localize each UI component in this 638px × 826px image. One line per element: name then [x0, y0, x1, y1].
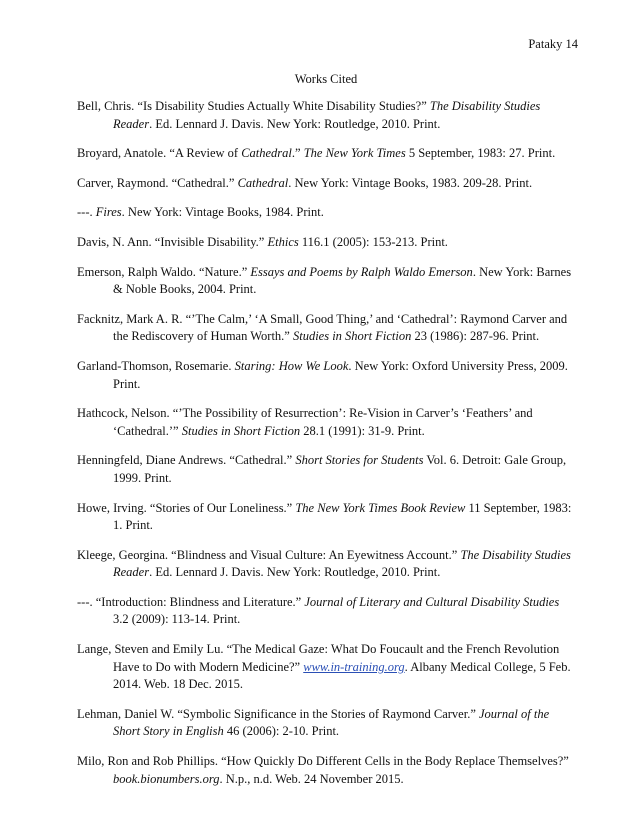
citation-title: Ethics — [267, 234, 299, 249]
citation-text: Facknitz, Mark A. R. “’The Calm,’ ‘A Small, Good Thing,’ and ‘Cathedral’: Raymond Carver and the Rediscovery of Human Worth.” — [77, 311, 568, 344]
citation-title: Short Stories for Students — [295, 453, 424, 468]
citation-entry — [77, 405, 577, 440]
citation-entry — [77, 452, 577, 487]
citation-title: The New York Times — [303, 146, 406, 161]
citation-text: Lange, Steven and Emily Lu. “The Medical Gaze: What Do Foucault and the French Revolution Have to Do with Modern Medicine?” — [77, 642, 560, 674]
citation-entry — [77, 98, 577, 133]
citation-text: Milo, Ron and Rob Phillips. “How Quickly Do Different Cells in the Body Replace Themselves?” — [77, 754, 569, 769]
citation-text: 3.2 (2009): 113-14. Print. — [113, 612, 241, 627]
citation-text: Henningfeld, Diane Andrews. “Cathedral.” — [77, 453, 296, 468]
citation-text: . Ed. Lennard J. Davis. New York: Routledge, 2010. Print. — [149, 565, 441, 580]
citation-text: Kleege, Georgina. “Blindness and Visual Culture: An Eyewitness Account.” — [77, 547, 461, 562]
citation-text: Broyard, Anatole. “A Review of — [77, 146, 242, 161]
citation-text: Davis, N. Ann. “Invisible Disability.” — [77, 234, 268, 249]
citation-text: 5 September, 1983: 27. Print. — [405, 146, 556, 161]
citation-entry — [77, 706, 577, 741]
citation-entry — [77, 264, 577, 299]
citation-entry — [77, 358, 577, 393]
citation-text: Vol. 6. Detroit: Gale Group, 1999. Print. — [113, 453, 567, 485]
citation-text: Hathcock, Nelson. “’The Possibility of Resurrection’: Re-Vision in Carver’s ‘Feathers’ and ‘Cathedral.’” — [77, 406, 533, 438]
citation-text: . New York: Vintage Books, 1984. Print. — [121, 205, 324, 220]
citation-link[interactable]: www.in-training.org — [303, 659, 405, 674]
citation-text: 11 September, 1983: 1. Print. — [113, 500, 572, 533]
citation-text: ---. “Introduction: Blindness and Literature.” — [77, 594, 305, 609]
citation-entry — [77, 145, 577, 163]
works-cited-list — [77, 98, 577, 800]
citation-title: Staring: How We Look — [234, 358, 349, 373]
citation-text: . New York: Vintage Books, 1983. 209-28. Print. — [288, 175, 533, 190]
citation-entry — [77, 204, 577, 222]
citation-text: . New York: Oxford University Press, 2009. Print. — [113, 358, 568, 391]
citation-title: Studies in Short Fiction — [292, 329, 412, 344]
citation-entry — [77, 234, 577, 252]
citation-title: The Disability Studies Reader — [113, 547, 571, 580]
citation-text: Bell, Chris. “Is Disability Studies Actually White Disability Studies?” — [77, 99, 430, 113]
citation-title: Studies in Short Fiction — [181, 423, 301, 438]
citation-text: Carver, Raymond. “Cathedral.” — [77, 175, 238, 190]
citation-entry — [77, 594, 577, 629]
citation-entry — [77, 547, 577, 582]
citation-text: 23 (1986): 287-96. Print. — [411, 329, 540, 344]
citation-text: Emerson, Ralph Waldo. “Nature.” — [77, 264, 251, 279]
running-head: Pataky 14 — [528, 37, 578, 51]
citation-text: . N.p., n.d. Web. 24 November 2015. — [219, 771, 404, 786]
citation-entry — [77, 175, 577, 193]
citation-text: . Ed. Lennard J. Davis. New York: Routledge, 2010. Print. — [149, 116, 441, 131]
citation-entry — [77, 311, 577, 346]
citation-title: Cathedral — [241, 146, 292, 161]
citation-text: . New York: Barnes & Noble Books, 2004. Print. — [113, 264, 572, 297]
citation-text: 28.1 (1991): 31-9. Print. — [300, 423, 425, 438]
citation-text: . Albany Medical College, 5 Feb. 2014. Web. 18 Dec. 2015. — [113, 659, 571, 692]
citation-title: Cathedral — [237, 175, 289, 190]
citation-text: 46 (2006): 2-10. Print. — [223, 724, 340, 739]
citation-text: .” — [291, 146, 304, 161]
citation-title: The New York Times Book Review — [295, 500, 466, 515]
page-title: Works Cited — [294, 72, 358, 86]
citation-title: Journal of the Short Story in English — [113, 706, 550, 739]
citation-entry — [77, 753, 577, 788]
citation-title: Fires — [95, 205, 122, 220]
citation-title: Journal of Literary and Cultural Disability Studies — [304, 594, 560, 609]
citation-text: Howe, Irving. “Stories of Our Loneliness.” — [77, 500, 296, 515]
citation-title: book.bionumbers.org — [113, 771, 220, 786]
citation-text: ---. — [77, 205, 96, 220]
citation-title: Essays and Poems by Ralph Waldo Emerson — [250, 264, 473, 279]
citation-text: Lehman, Daniel W. “Symbolic Significance in the Stories of Raymond Carver.” — [77, 706, 479, 721]
citation-entry — [77, 500, 577, 535]
citation-entry — [77, 641, 577, 694]
citation-text: Garland-Thomson, Rosemarie. — [77, 358, 235, 373]
citation-title: The Disability Studies Reader — [113, 99, 541, 131]
citation-text: 116.1 (2005): 153-213. Print. — [298, 234, 448, 249]
